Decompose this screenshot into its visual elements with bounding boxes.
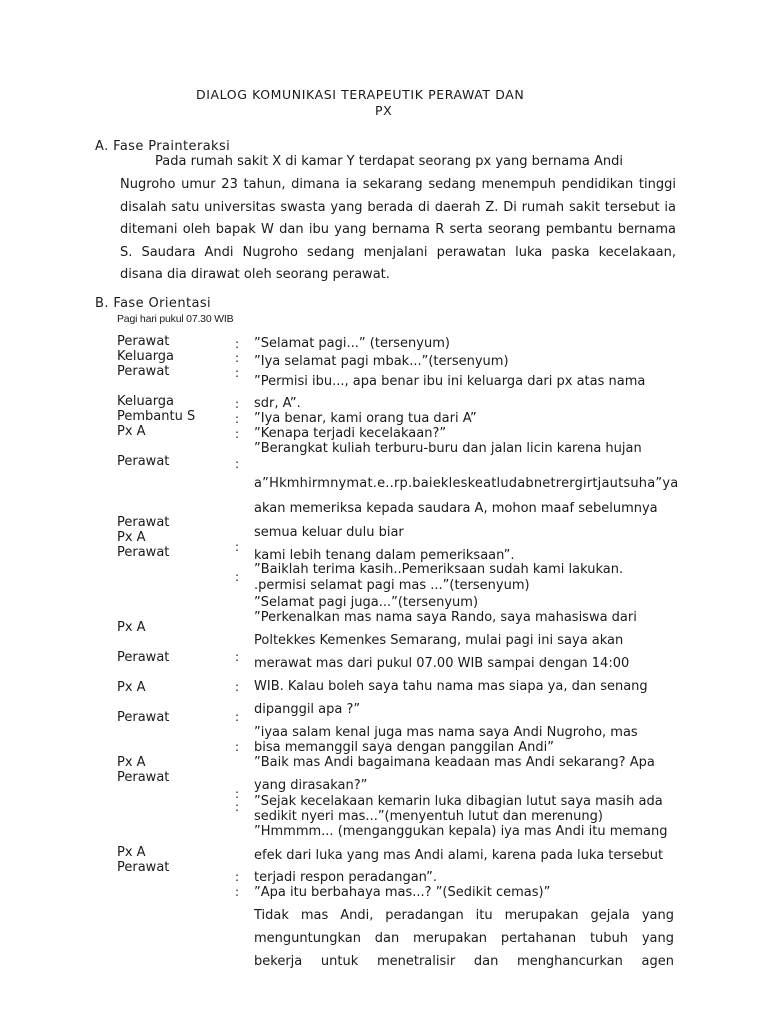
- section-a-heading: A. Fase Prainteraksi: [95, 139, 231, 154]
- colon-separator: :: [235, 397, 240, 411]
- colon-separator: :: [235, 870, 240, 884]
- dialogue-line: dipanggil apa ?”: [254, 702, 361, 717]
- dialogue-line: ”Iya benar, kami orang tua dari A”: [254, 411, 477, 426]
- dialogue-line: ”Sejak kecelakaan kemarin luka dibagian lutut saya masih ada: [254, 794, 663, 809]
- dialogue-line: sdr, A”.: [254, 396, 301, 411]
- dialogue-line: kami lebih tenang dalam pemeriksaan”.: [254, 548, 515, 563]
- speaker-label: Perawat: [117, 515, 170, 530]
- dialogue-line: ”iyaa salam kenal juga mas nama saya Andi Nugroho, mas: [254, 725, 638, 740]
- dialogue-line: ”Perkenalkan mas nama saya Rando, saya mahasiswa dari: [254, 610, 637, 625]
- document-title-line-1: DIALOG KOMUNIKASI TERAPEUTIK PERAWAT DAN: [196, 87, 525, 102]
- colon-separator: :: [235, 570, 240, 584]
- dialogue-line: ”Selamat pagi...” (tersenyum): [254, 336, 450, 351]
- dialogue-line: bekerja untuk menetralisir dan menghancurkan agen: [254, 954, 674, 969]
- speaker-label: Px A: [117, 680, 146, 695]
- speaker-label: Pembantu S: [117, 409, 196, 424]
- speaker-label: Px A: [117, 620, 146, 635]
- colon-separator: :: [235, 427, 240, 441]
- colon-separator: :: [235, 540, 240, 554]
- document-title-line-2: PX: [375, 103, 393, 118]
- colon-separator: :: [235, 650, 240, 664]
- dialogue-line: sedikit nyeri mas...”(menyentuh lutut dan merenung): [254, 809, 603, 824]
- speaker-label: Perawat: [117, 860, 170, 875]
- dialogue-line: Tidak mas Andi, peradangan itu merupakan gejala yang: [254, 908, 674, 923]
- speaker-label: Perawat: [117, 710, 170, 725]
- colon-separator: :: [235, 412, 240, 426]
- colon-separator: :: [235, 351, 240, 365]
- speaker-label: Perawat: [117, 650, 170, 665]
- speaker-label: Perawat: [117, 364, 170, 379]
- speaker-label: Px A: [117, 530, 146, 545]
- colon-separator: :: [235, 457, 240, 471]
- dialogue-line: ”Berangkat kuliah terburu-buru dan jalan licin karena hujan: [254, 441, 642, 456]
- colon-separator: :: [235, 366, 240, 380]
- section-a-paragraph-line: Nugroho umur 23 tahun, dimana ia sekarang sedang menempuh pendidikan tinggi: [120, 177, 676, 192]
- speaker-label: Keluarga: [117, 349, 175, 364]
- dialogue-line: Poltekkes Kemenkes Semarang, mulai pagi ini saya akan: [254, 633, 624, 648]
- dialogue-line: ”Selamat pagi juga...”(tersenyum): [254, 595, 479, 610]
- dialogue-line: menguntungkan dan merupakan pertahanan tubuh yang: [254, 931, 674, 946]
- dialogue-line: merawat mas dari pukul 07.00 WIB sampai dengan 14:00: [254, 656, 630, 671]
- section-b-heading: B. Fase Orientasi: [95, 296, 212, 311]
- dialogue-line: ”Baik mas Andi bagaimana keadaan mas Andi sekarang? Apa: [254, 755, 655, 770]
- dialogue-line: ”Iya selamat pagi mbak...”(tersenyum): [254, 354, 509, 369]
- colon-separator: :: [235, 885, 240, 899]
- section-a-paragraph-line: ditemani oleh bapak W dan ibu yang bernama R serta seorang pembantu bernama: [120, 222, 676, 237]
- dialogue-line: terjadi respon peradangan”.: [254, 870, 438, 885]
- speaker-label: Perawat: [117, 545, 170, 560]
- dialogue-line: ”Permisi ibu..., apa benar ibu ini keluarga dari px atas nama: [254, 374, 646, 389]
- dialogue-line: .permisi selamat pagi mas ...”(tersenyum): [254, 578, 530, 593]
- dialogue-line: ”Baiklah terima kasih..Pemeriksaan sudah kami lakukan.: [254, 562, 624, 577]
- section-a-paragraph-line: disana dia dirawat oleh seorang perawat.: [120, 267, 390, 282]
- colon-separator: :: [235, 787, 240, 801]
- colon-separator: :: [235, 740, 240, 754]
- speaker-label: Perawat: [117, 770, 170, 785]
- dialogue-line: akan memeriksa kepada saudara A, mohon maaf sebelumnya: [254, 501, 658, 516]
- dialogue-line: ”Hmmmm... (menganggukan kepala) iya mas Andi itu memang: [254, 824, 668, 839]
- speaker-label: Keluarga: [117, 394, 175, 409]
- section-a-paragraph-line: Pada rumah sakit X di kamar Y terdapat seorang px yang bernama Andi: [155, 154, 623, 169]
- colon-separator: :: [235, 800, 240, 814]
- dialogue-line: a”Hkmhirmnymat.e..rp.baiekleskeatludabnetrergirtjautsuha”ya: [254, 476, 679, 491]
- dialogue-line: efek dari luka yang mas Andi alami, karena pada luka tersebut: [254, 848, 664, 863]
- colon-separator: :: [235, 710, 240, 724]
- dialogue-line: WIB. Kalau boleh saya tahu nama mas siapa ya, dan senang: [254, 679, 648, 694]
- dialogue-line: bisa memanggil saya dengan panggilan Andi”: [254, 740, 554, 755]
- section-b-subheading: Pagi hari pukul 07.30 WIB: [117, 313, 234, 325]
- colon-separator: :: [235, 680, 240, 694]
- speaker-label: Px A: [117, 755, 146, 770]
- dialogue-line: semua keluar dulu biar: [254, 525, 404, 540]
- speaker-label: Perawat: [117, 334, 170, 349]
- dialogue-line: ”Apa itu berbahaya mas...? ”(Sedikit cemas)”: [254, 885, 551, 900]
- speaker-label: Px A: [117, 424, 146, 439]
- section-a-paragraph-line: disalah satu universitas swasta yang berada di daerah Z. Di rumah sakit tersebut ia: [120, 200, 676, 215]
- section-a-paragraph-line: S. Saudara Andi Nugroho sedang menjalani perawatan luka paska kecelakaan,: [120, 245, 676, 260]
- colon-separator: :: [235, 337, 240, 351]
- speaker-label: Perawat: [117, 454, 170, 469]
- dialogue-line: ”Kenapa terjadi kecelakaan?”: [254, 426, 447, 441]
- speaker-label: Px A: [117, 845, 146, 860]
- dialogue-line: yang dirasakan?”: [254, 778, 368, 793]
